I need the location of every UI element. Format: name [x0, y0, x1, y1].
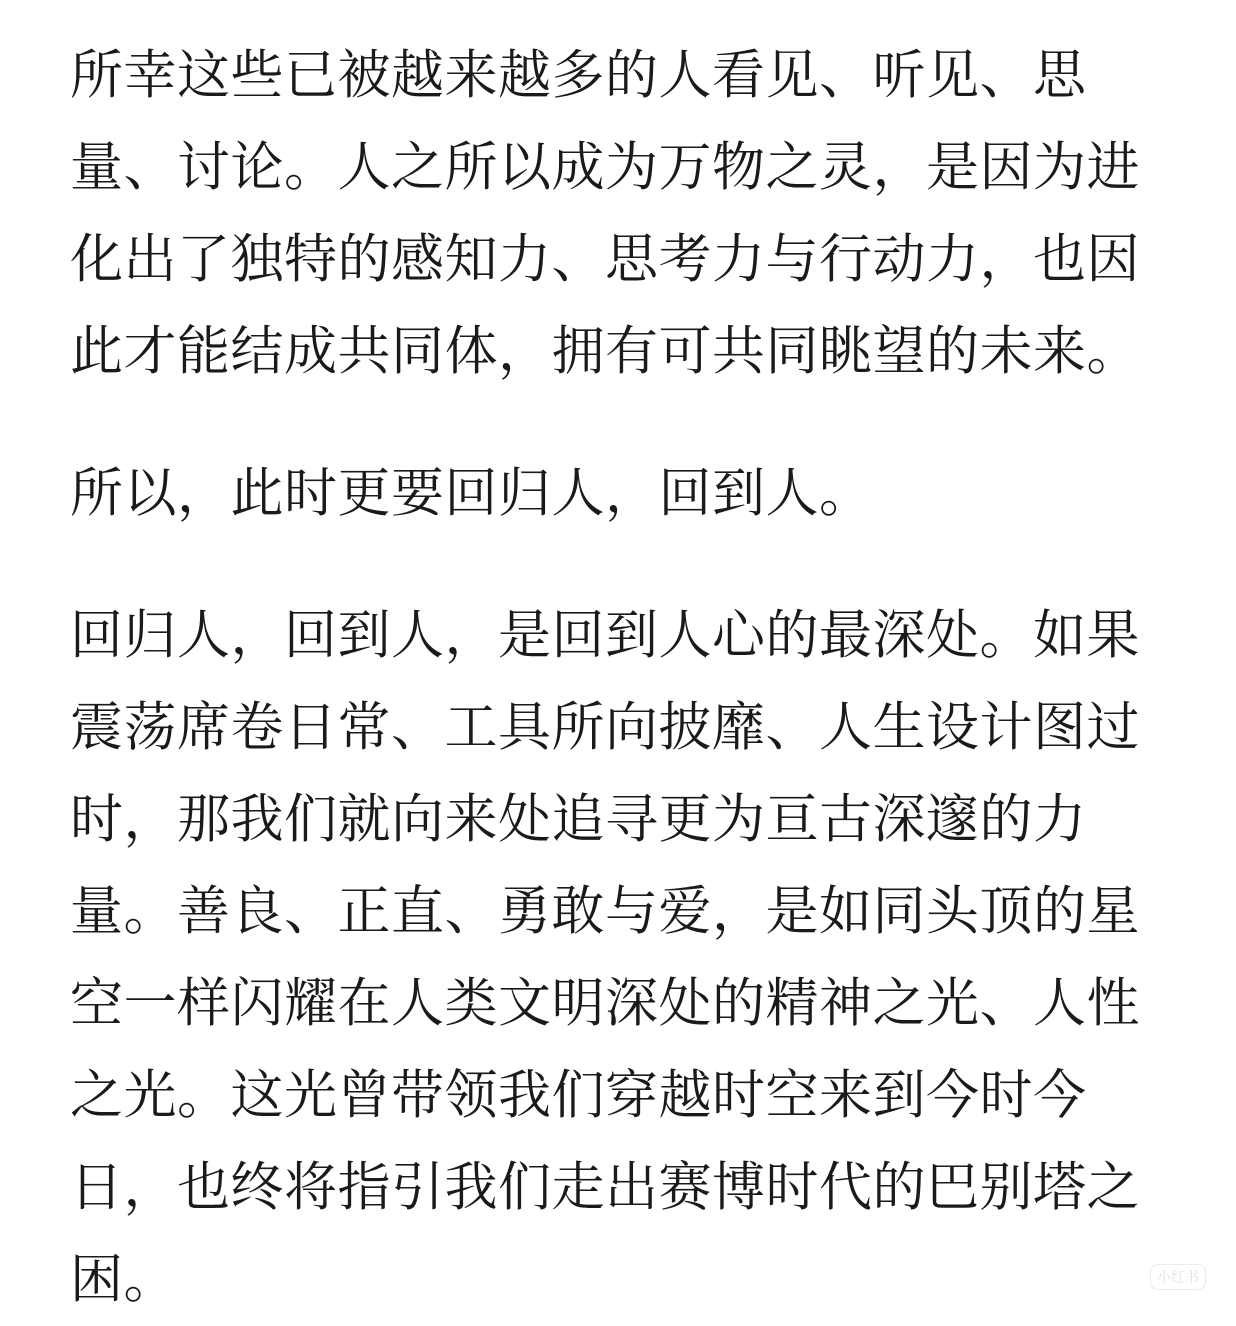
paragraph: 所幸这些已被越来越多的人看见、听见、思量、讨论。人之所以成为万物之灵，是因为进化出了独特的感知力、思考力与行动力，也因此才能结成共同体，拥有可共同眺望的未来。 [70, 45, 1140, 382]
paragraph: 回归人，回到人，是回到人心的最深处。如果震荡席卷日常、工具所向披靡、人生设计图过时，那我们就向来处追寻更为亘古深邃的力量。善良、正直、勇敢与爱，是如同头顶的星空一样闪耀在人类文明深处的精神之光、人性之光。这光曾带领我们穿越时空来到今时今日，也终将指引我们走出赛博时代的巴别塔之困。 [70, 605, 1140, 1310]
paragraph: 所以，此时更要回归人，回到人。 [70, 463, 873, 524]
watermark-logo: 小红书 [1150, 1264, 1206, 1290]
article-body [70, 30, 1180, 1326]
